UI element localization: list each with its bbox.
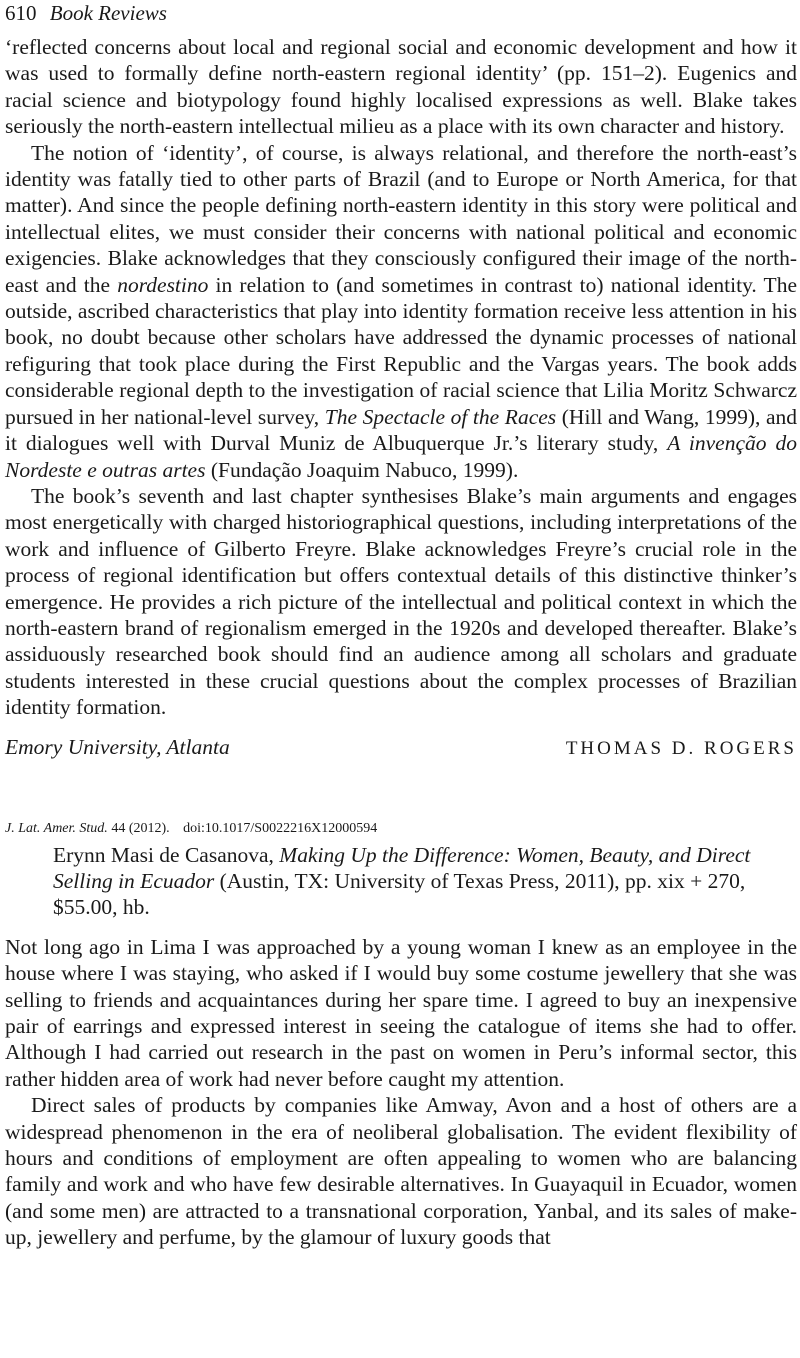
book-reference	[5, 842, 797, 921]
review-1	[5, 34, 797, 762]
doi-link[interactable]: doi:10.1017/S0022216X12000594	[183, 820, 378, 836]
review1-p2-text-c: (Hill and Wang, 1999), and it dialogues well with Durval Muniz de Albuquerque Jr.’s literary study,	[5, 404, 798, 456]
review1-p2-italic-nordestino: nordestino	[117, 272, 209, 297]
review1-paragraph-3: The book’s seventh and last chapter synthesises Blake’s main arguments and engages most energetically with charged historiographical questions, including interpretations of the work and influence of Gilberto Freyre. Blake acknowledges Freyre’s crucial role in the process of regional identification but offers contextual details of this distinctive thinker’s emergence. He provides a rich picture of the intellectual and political context in which the north-eastern brand of regionalism emerged in the 1920s and developed thereafter. Blake’s assiduously researched book should find an audience among all scholars and graduate students interested in these crucial questions about the complex processes of Brazilian identity formation.	[5, 483, 797, 720]
book-details: (Austin, TX: University of Texas Press, 2011), pp. xix + 270, $55.00, hb.	[53, 868, 746, 920]
review1-paragraph-2	[5, 140, 797, 483]
review1-paragraph-1: ‘reflected concerns about local and regional social and economic development and how it was used to formally define north-eastern regional identity’ (pp. 151–2). Eugenics and racial science and biotypology found highly localised expressions as well. Blake takes seriously the north-eastern intellectual milieu as a place with its own character and history.	[5, 35, 797, 139]
review2-paragraph-2: Direct sales of products by companies like Amway, Avon and a host of others are a widespread phenomenon in the era of neoliberal globalisation. The evident flexibility of hours and conditions of employment are often appealing to women who are balancing family and work and who have few desirable alternatives. In Guayaquil in Ecuador, women (and some men) are attracted to a transnational corporation, Yanbal, and its sales of make-up, jewellery and perfume, by the glamour of luxury goods that	[5, 1093, 797, 1250]
review1-p2-italic-spectacle: The Spectacle of the Races	[324, 404, 557, 429]
review1-p2-text-a: The notion of ‘identity’, of course, is always relational, and therefore the north-east’s identity was fatally tied to other parts of Brazil (and to Europe or North America, for that matter). And since the people defining north-eastern identity in this story were political and intellectual elites, we must consider their concerns with national political and economic exigencies. Blake acknowledges that they consciously configured their image of the north-east and the	[5, 140, 797, 297]
review-2	[5, 820, 797, 1251]
book-title: Making Up the Difference: Women, Beauty, and Direct Selling in Ecuador	[53, 842, 751, 893]
review1-signature	[5, 734, 797, 762]
review2-paragraph-1: Not long ago in Lima I was approached by a young woman I knew as an employee in the house where I was staying, who asked if I would buy some costume jewellery that she was selling to friends and acquaintances during her spare time. I agreed to buy an inexpensive pair of earrings and expressed interest in seeing the catalogue of items she had to offer. Although I had carried out research in the past on women in Peru’s informal sector, this rather hidden area of work had never before caught my attention.	[5, 934, 797, 1091]
running-head	[5, 0, 797, 26]
review1-p2-italic-invencao: A invenção do Nordeste e outras artes	[5, 431, 797, 482]
reviewer-name: THOMAS D. ROGERS	[565, 737, 797, 759]
book-author: Erynn Masi de Casanova,	[53, 842, 274, 867]
journal-volume: 44 (2012).	[111, 820, 170, 836]
reviewer-institution: Emory University, Atlanta	[5, 734, 230, 759]
journal-citation	[5, 820, 797, 838]
review1-p2-text-b: in relation to (and sometimes in contrast to) national identity. The outside, ascribed characteristics that play into identity formation receive less attention in his book, no doubt because other scholars have addressed the dynamic processes of national refiguring that took place during the First Republic and the Vargas years. The book adds considerable regional depth to the investigation of racial science that Lilia Moritz Schwarcz pursued in her national-level survey,	[5, 272, 797, 429]
journal-name: J. Lat. Amer. Stud.	[5, 820, 108, 836]
review1-p2-text-d: (Fundação Joaquim Nabuco, 1999).	[210, 457, 519, 482]
page-number: 610	[5, 1, 37, 25]
section-title: Book Reviews	[49, 1, 167, 25]
